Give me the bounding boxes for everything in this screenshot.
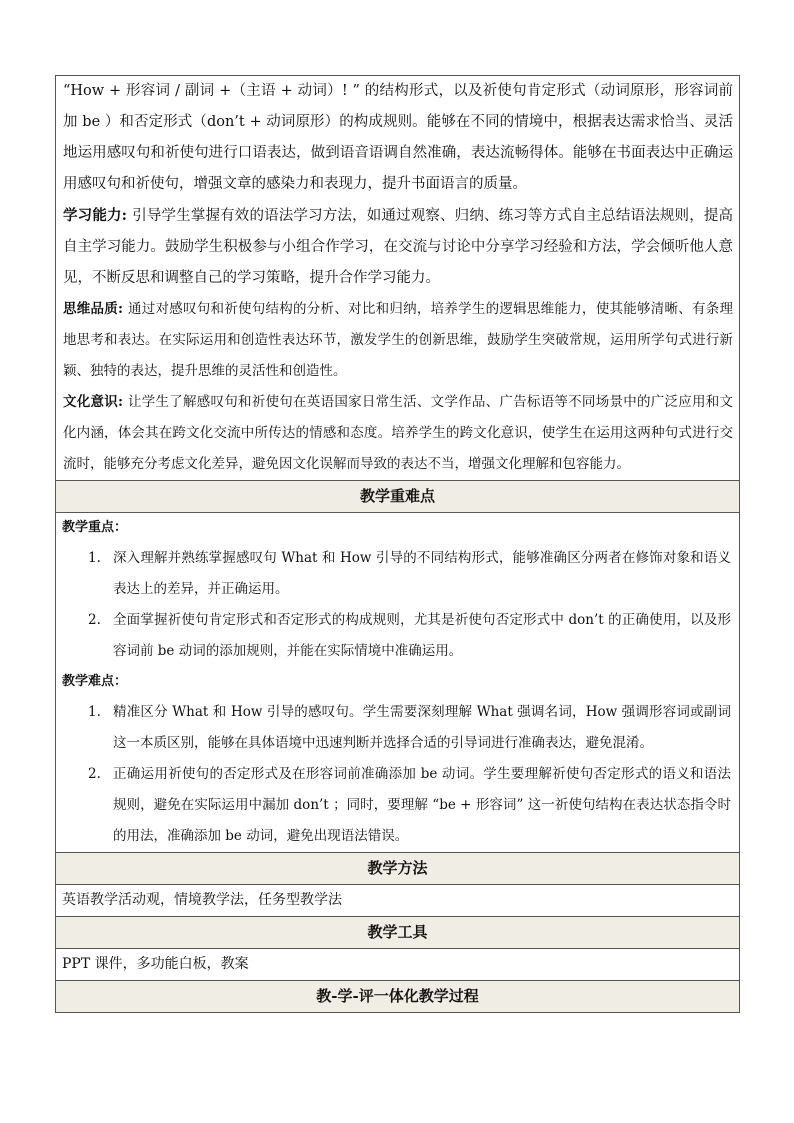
thinking-quality-label: 思维品质: <box>63 301 128 317</box>
item-text: 深入理解并熟练掌握感叹句 What 和 How 引导的不同结构形式，能够准确区分两者在修饰对象和语义表达上的差异，并正确运用。 <box>113 550 731 597</box>
item-text: 正确运用祈使句的否定形式及在形容词前准确添加 be 动词。学生要理解祈使句否定形式的语义和语法规则，避免在实际运用中漏加 don’t ；同时，要理解 “be + 形容词” 这一祈使句结构在表达状态指令时的用法，准确添加 be 动词，避免出现语法错误。 <box>113 766 731 844</box>
item-number: 1. <box>88 704 101 720</box>
difficult-points-title: 教学难点： <box>62 674 128 689</box>
methods-text: 英语教学活动观，情境教学法，任务型教学法 <box>56 885 739 917</box>
cultural-awareness-text: 让学生了解感叹句和祈使句在英语国家日常生活、文学作品、广告标语等不同场景中的广泛应用和文化内涵，体会其在跨文化交流中所传达的情感和态度。培养学生的跨文化意识，使学生在运用这两种句式进行交流时，能够充分考虑文化差异，避免因文化误解而导致的表达不当，增强文化理解和包容能力。 <box>63 394 733 472</box>
lesson-plan-table <box>55 75 740 1013</box>
difficult-points-list <box>56 697 739 852</box>
learning-ability-text: 引导学生掌握有效的语法学习方法，如通过观察、归纳、练习等方式自主总结语法规则，提高自主学习能力。鼓励学生积极参与小组合作学习，在交流与讨论中分享学习经验和方法，学会倾听他人意见，不断反思和调整自己的学习策略，提升合作学习能力。 <box>63 208 734 286</box>
item-number: 2. <box>88 612 101 628</box>
tools-header: 教学工具 <box>56 917 739 949</box>
tools-text: PPT 课件，多功能白板，教案 <box>56 949 739 981</box>
key-difficult-cell <box>56 513 739 853</box>
thinking-quality-objective <box>56 294 739 387</box>
key-points-title: 教学重点： <box>62 520 128 535</box>
cultural-awareness-objective <box>56 387 739 480</box>
list-item <box>56 759 739 852</box>
item-number: 2. <box>88 766 101 782</box>
list-item <box>56 697 739 759</box>
language-objective-continued: “How + 形容词 / 副词 +（主语 + 动词）! ” 的结构形式，以及祈使句肯定形式（动词原形，形容词前加 be ）和否定形式（don’t + 动词原形）的构成规则。能够在不同的情境中，根据表达需求恰当、灵活地运用感叹句和祈使句进行口语表达，做到语音语调自然准确，表达流畅得体。能够在书面表达中正确运用感叹句和祈使句，增强文章的感染力和表现力，提升书面语言的质量。 <box>63 83 733 192</box>
list-item <box>56 605 739 667</box>
learning-ability-label: 学习能力: <box>63 207 133 224</box>
thinking-quality-text: 通过对感叹句和祈使句结构的分析、对比和归纳，培养学生的逻辑思维能力，使其能够清晰、有条理地思考和表达。在实际运用和创造性表达环节，激发学生的创新思维，鼓励学生突破常规，运用所学句式进行新颖、独特的表达，提升思维的灵活性和创造性。 <box>63 301 733 379</box>
item-text: 精准区分 What 和 How 引导的感叹句。学生需要深刻理解 What 强调名词，How 强调形容词或副词这一本质区别，能够在具体语境中迅速判断并选择合适的引导词进行准确表达，避免混淆。 <box>113 704 731 751</box>
learning-ability-objective <box>56 200 739 294</box>
key-points-list <box>56 543 739 667</box>
methods-header: 教学方法 <box>56 853 739 885</box>
cultural-awareness-label: 文化意识: <box>63 394 128 410</box>
list-item <box>56 543 739 605</box>
objectives-cell <box>56 76 739 481</box>
item-text: 全面掌握祈使句肯定形式和否定形式的构成规则，尤其是祈使句否定形式中 don’t 的正确使用，以及形容词前 be 动词的添加规则，并能在实际情境中准确运用。 <box>113 612 731 659</box>
item-number: 1. <box>88 550 101 566</box>
key-difficult-header: 教学重难点 <box>56 481 739 513</box>
process-header: 教-学-评一体化教学过程 <box>56 981 739 1012</box>
